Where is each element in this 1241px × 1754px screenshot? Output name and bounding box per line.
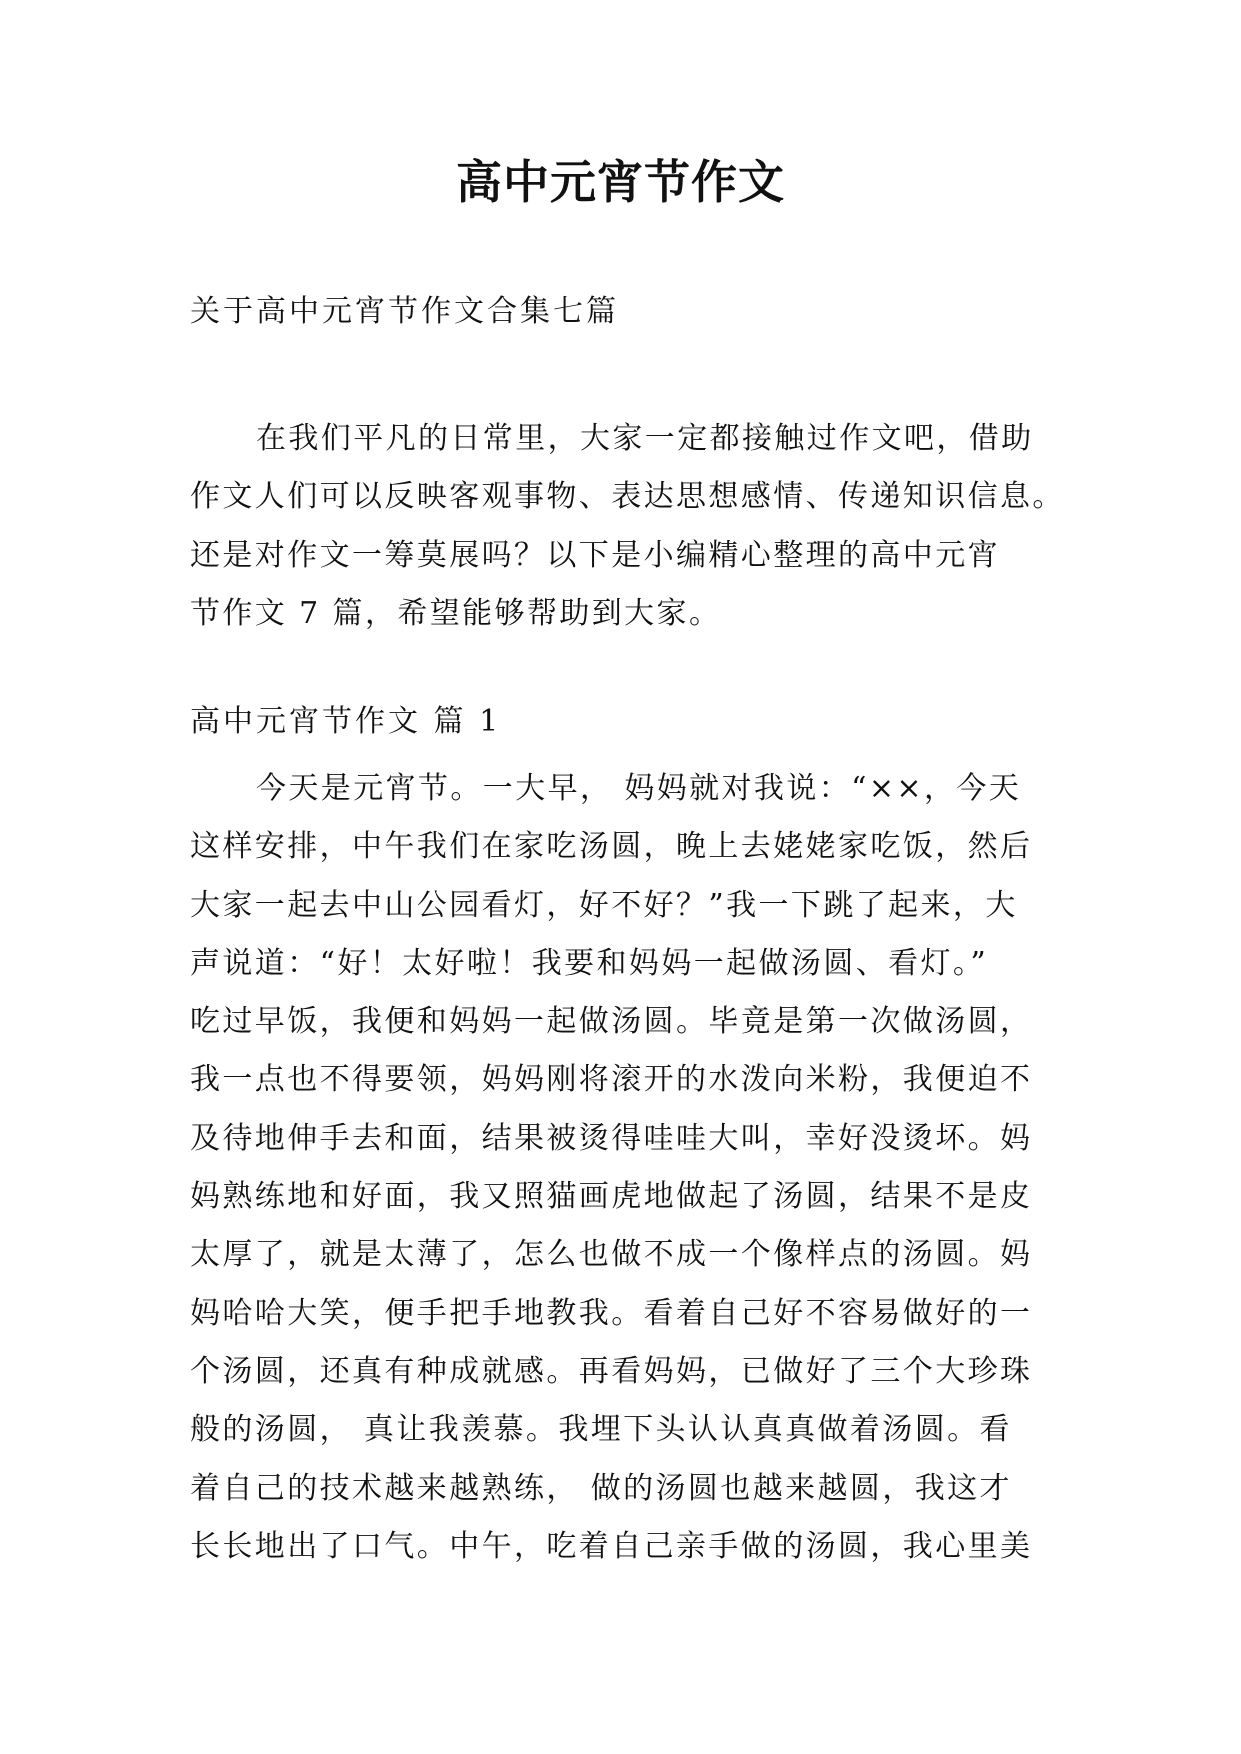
text-line: 太厚了，就是太薄了，怎么也做不成一个像样点的汤圆。妈 [190,1237,1033,1273]
text-line: 长长地出了口气。中午，吃着自己亲手做的汤圆，我心里美 [190,1528,1033,1564]
text-line: 大家一起去中山公园看灯，好不好？”我一下跳了起来，大 [190,887,1018,923]
section-heading: 高中元宵节作文 篇 1 [190,704,502,739]
text-line: 着自己的技术越来越熟练， 做的汤圆也越来越圆，我这才 [190,1470,1012,1506]
text-line: 般的汤圆， 真让我羡慕。我埋下头认认真真做着汤圆。看 [190,1412,1012,1448]
text-line: 个汤圆，还真有种成就感。再看妈妈，已做好了三个大珍珠 [190,1353,1033,1389]
text-line: 节作文 7 篇，希望能够帮助到大家。 [190,595,722,631]
essay-paragraph [190,760,1060,1576]
document-subtitle: 关于高中元宵节作文合集七篇 [190,294,619,329]
text-line: 妈熟练地和好面，我又照猫画虎地做起了汤圆，结果不是皮 [190,1179,1033,1215]
document-title: 高中元宵节作文 [456,155,785,209]
text-line: 吃过早饭，我便和妈妈一起做汤圆。毕竟是第一次做汤圆， [190,1004,1033,1040]
text-line: 妈哈哈大笑，便手把手地教我。看着自己好不容易做好的一 [190,1295,1033,1331]
text-line: 作文人们可以反映客观事物、表达思想感情、传递知识信息。 [190,479,1065,515]
text-line: 声说道：“好！太好啦！我要和妈妈一起做汤圆、看灯。” [190,945,989,981]
text-line: 及待地伸手去和面，结果被烫得哇哇大叫，幸好没烫坏。妈 [190,1120,1033,1156]
text-line: 这样安排，中午我们在家吃汤圆，晚上去姥姥家吃饭，然后 [190,829,1033,865]
text-line: 今天是元宵节。一大早， 妈妈就对我说：“××，今天 [256,771,1022,806]
text-line: 在我们平凡的日常里，大家一定都接触过作文吧，借助 [256,421,1034,456]
text-line: 还是对作文一筹莫展吗？以下是小编精心整理的高中元宵 [190,537,1000,573]
text-line: 我一点也不得要领，妈妈刚将滚开的水泼向米粉，我便迫不 [190,1062,1033,1098]
intro-paragraph [190,410,1065,643]
